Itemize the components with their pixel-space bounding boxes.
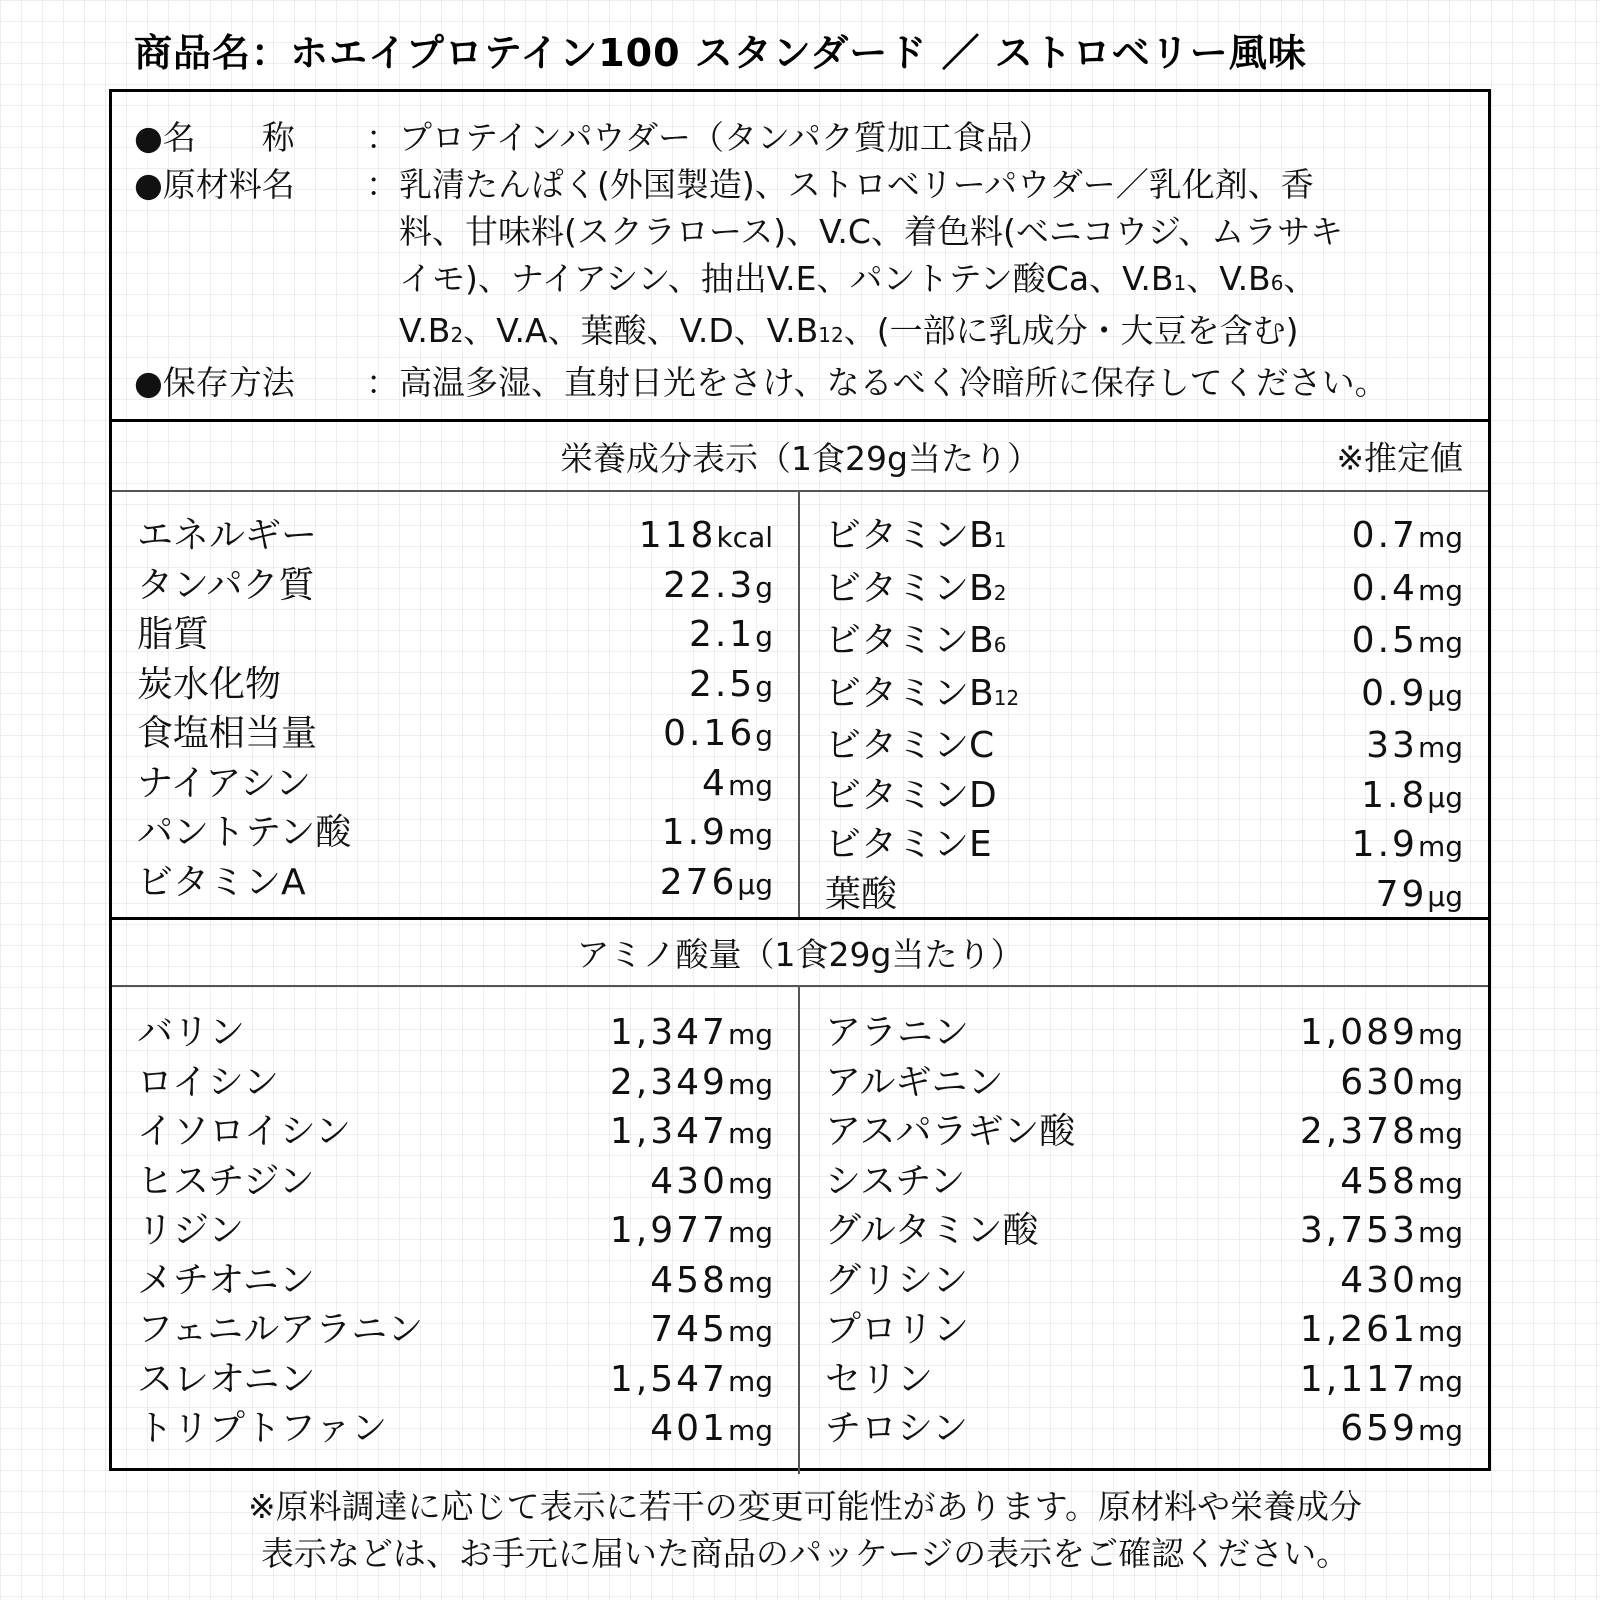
nutrition-row bbox=[137, 512, 773, 562]
nutrition-row bbox=[825, 722, 1463, 772]
info-row-name bbox=[134, 114, 1488, 161]
nutrient-value: 22.3g bbox=[663, 564, 773, 606]
info-separator: ： bbox=[366, 363, 399, 402]
nutrient-name: 食塩相当量 bbox=[137, 713, 318, 754]
product-title: 商品名：ホエイプロテイン100 スタンダード ／ ストロベリー風味 bbox=[134, 31, 1307, 75]
amino-acid-row bbox=[137, 1009, 773, 1059]
amino-acid-row bbox=[825, 1009, 1463, 1059]
nutrient-value: 4mg bbox=[702, 762, 773, 804]
product-info-section bbox=[112, 92, 1488, 422]
info-label-name: 名 称 bbox=[162, 118, 295, 157]
nutrient-value: 33mg bbox=[1366, 725, 1463, 766]
amino-acid-title: アミノ酸量（1食29g当たり） bbox=[576, 935, 1024, 974]
nutrient-name: ビタミンB6 bbox=[825, 620, 1007, 661]
nutrient-value: 118kcal bbox=[638, 515, 773, 556]
info-label-storage: 保存方法 bbox=[162, 363, 295, 402]
nutrient-value: 1,547mg bbox=[609, 1358, 773, 1400]
nutrient-value: 1,347mg bbox=[609, 1111, 773, 1152]
info-value-ingredients: 乳清たんぱく(外国製造)、ストロベリーパウダー／乳化剤、香 料、甘味料(スクラロース)、V.C、着色料(ベニコウジ、ムラサキ イモ)、ナイアシン、抽出V.E、パントテン酸Ca、V.B1、V.B6、 V.B2、V.A、葉酸、V.D、V.B12、(一部に乳成分・大豆を含む) bbox=[399, 165, 1344, 350]
nutrition-header bbox=[112, 422, 1488, 492]
nutrient-value: 430mg bbox=[1340, 1259, 1463, 1301]
info-label-ingredients: 原材料名 bbox=[162, 165, 295, 204]
nutrition-table bbox=[112, 492, 1488, 917]
nutrient-name: プロリン bbox=[825, 1309, 970, 1350]
bullet-icon: ● bbox=[134, 165, 163, 204]
amino-acid-row bbox=[137, 1207, 773, 1257]
nutrient-name: アスパラギン酸 bbox=[825, 1111, 1076, 1152]
nutrient-name: 炭水化物 bbox=[137, 663, 282, 705]
nutrient-value: 0.9μg bbox=[1361, 672, 1463, 714]
nutrient-name: リジン bbox=[137, 1210, 245, 1251]
disclaimer-line-1: ※原料調達に応じて表示に若干の変更可能性があります。原材料や栄養成分 bbox=[247, 1487, 1362, 1526]
nutrition-column-right bbox=[800, 492, 1488, 917]
nutrient-value: 458mg bbox=[1340, 1160, 1463, 1202]
bullet-icon: ● bbox=[134, 363, 163, 402]
nutrition-row bbox=[825, 670, 1463, 723]
nutrient-value: 276μg bbox=[659, 861, 773, 903]
nutrient-value: 2,378mg bbox=[1299, 1111, 1463, 1152]
nutrient-value: 1,261mg bbox=[1299, 1309, 1463, 1350]
info-separator: ： bbox=[366, 165, 399, 204]
nutrient-name: ビタミンB2 bbox=[825, 567, 1007, 609]
amino-acid-row bbox=[137, 1306, 773, 1356]
bullet-icon: ● bbox=[134, 118, 163, 157]
nutrient-value: 2.1g bbox=[688, 614, 773, 655]
nutrient-value: 1,977mg bbox=[609, 1210, 773, 1251]
nutrient-name: 葉酸 bbox=[825, 873, 898, 915]
nutrition-row bbox=[137, 760, 773, 810]
nutrient-name: ビタミンC bbox=[825, 725, 995, 766]
amino-acid-row bbox=[825, 1059, 1463, 1109]
nutrient-value: 630mg bbox=[1340, 1061, 1463, 1103]
disclaimer-line-2: 表示などは、お手元に届いた商品のパッケージの表示をご確認ください。 bbox=[260, 1534, 1350, 1573]
nutrient-value: 659mg bbox=[1340, 1408, 1463, 1449]
nutrient-value: 1.9mg bbox=[1351, 824, 1463, 865]
amino-acid-row bbox=[137, 1059, 773, 1109]
nutrient-name: タンパク質 bbox=[137, 564, 315, 606]
amino-acid-row bbox=[137, 1405, 773, 1455]
nutrient-name: エネルギー bbox=[137, 515, 318, 556]
nutrient-value: 430mg bbox=[650, 1160, 773, 1202]
nutrient-name: ビタミンE bbox=[825, 824, 992, 865]
amino-acid-row bbox=[825, 1108, 1463, 1158]
nutrient-name: イソロイシン bbox=[137, 1111, 352, 1152]
nutrient-name: ビタミンB12 bbox=[825, 672, 1020, 714]
nutrient-name: チロシン bbox=[825, 1408, 969, 1449]
nutrient-name: パントテン酸 bbox=[137, 812, 352, 853]
label-box bbox=[109, 89, 1491, 1471]
nutrient-value: 0.5mg bbox=[1351, 620, 1463, 661]
nutrient-name: ヒスチジン bbox=[137, 1160, 315, 1202]
nutrient-name: グルタミン酸 bbox=[825, 1210, 1039, 1251]
nutrition-row bbox=[137, 809, 773, 859]
amino-acid-row bbox=[825, 1257, 1463, 1307]
amino-acid-row bbox=[825, 1306, 1463, 1356]
nutrient-value: 1.8μg bbox=[1361, 774, 1463, 816]
nutrient-value: 3,753mg bbox=[1299, 1210, 1463, 1251]
nutrition-column-left bbox=[112, 492, 800, 917]
nutrient-value: 0.7mg bbox=[1351, 515, 1463, 556]
amino-acid-row bbox=[137, 1108, 773, 1158]
nutrition-row bbox=[137, 562, 773, 612]
amino-acid-row bbox=[137, 1356, 773, 1406]
nutrition-row bbox=[137, 710, 773, 760]
nutrient-value: 2.5g bbox=[688, 663, 773, 705]
amino-acid-row bbox=[137, 1257, 773, 1307]
nutrient-name: フェニルアラニン bbox=[137, 1309, 424, 1350]
nutrient-value: 79μg bbox=[1375, 873, 1463, 915]
nutrition-row bbox=[137, 611, 773, 661]
nutrient-name: ビタミンB1 bbox=[825, 515, 1007, 556]
nutrient-value: 0.4mg bbox=[1351, 567, 1463, 609]
nutrient-name: スレオニン bbox=[137, 1358, 316, 1400]
nutrition-row bbox=[825, 565, 1463, 618]
nutrient-name: ビタミンD bbox=[825, 774, 997, 816]
amino-acid-row bbox=[825, 1207, 1463, 1257]
nutrient-name: セリン bbox=[825, 1358, 934, 1400]
nutrition-row bbox=[825, 512, 1463, 565]
nutrient-name: バリン bbox=[137, 1012, 246, 1053]
nutrient-name: ビタミンA bbox=[137, 861, 306, 903]
amino-acid-row bbox=[825, 1158, 1463, 1208]
disclaimer bbox=[110, 1483, 1500, 1577]
nutrient-value: 1,089mg bbox=[1299, 1012, 1463, 1053]
info-row-storage bbox=[134, 359, 1488, 406]
info-separator: ： bbox=[366, 118, 399, 157]
nutrition-row bbox=[825, 871, 1463, 921]
nutrient-name: シスチン bbox=[825, 1160, 966, 1202]
amino-column-left bbox=[112, 987, 800, 1474]
amino-acid-row bbox=[825, 1356, 1463, 1406]
nutrient-name: アラニン bbox=[825, 1012, 970, 1053]
nutrition-row bbox=[137, 859, 773, 909]
amino-column-right bbox=[800, 987, 1488, 1474]
nutrition-row bbox=[825, 772, 1463, 822]
amino-acid-header bbox=[112, 917, 1488, 987]
info-value-storage: 高温多湿、直射日光をさけ、なるべく冷暗所に保存してください。 bbox=[399, 363, 1388, 402]
info-row-ingredients bbox=[134, 161, 1488, 359]
nutrition-row bbox=[825, 617, 1463, 670]
info-value-name: プロテインパウダー（タンパク質加工食品） bbox=[399, 118, 1052, 157]
nutrient-name: トリプトファン bbox=[137, 1408, 388, 1449]
nutrient-value: 1,347mg bbox=[609, 1012, 773, 1053]
nutrition-row bbox=[137, 661, 773, 711]
nutrient-name: ナイアシン bbox=[137, 762, 312, 804]
nutrient-name: ロイシン bbox=[137, 1061, 280, 1103]
nutrient-value: 0.16g bbox=[663, 713, 773, 754]
amino-acid-row bbox=[825, 1405, 1463, 1455]
amino-acid-row bbox=[137, 1158, 773, 1208]
nutrient-value: 1.9mg bbox=[661, 812, 773, 853]
nutrient-value: 745mg bbox=[650, 1309, 773, 1350]
nutrition-title: 栄養成分表示（1食29g当たり） bbox=[560, 438, 1040, 478]
nutrient-value: 1,117mg bbox=[1299, 1358, 1463, 1400]
nutrient-value: 401mg bbox=[650, 1408, 773, 1449]
estimate-note: ※推定値 bbox=[1336, 438, 1463, 478]
nutrient-value: 2,349mg bbox=[609, 1061, 773, 1103]
nutrition-row bbox=[825, 821, 1463, 871]
amino-acid-table bbox=[112, 987, 1488, 1474]
nutrient-value: 458mg bbox=[650, 1259, 773, 1301]
nutrient-name: アルギニン bbox=[825, 1061, 1004, 1103]
nutrient-name: 脂質 bbox=[137, 614, 210, 655]
nutrient-name: グリシン bbox=[825, 1259, 969, 1301]
nutrient-name: メチオニン bbox=[137, 1259, 315, 1301]
